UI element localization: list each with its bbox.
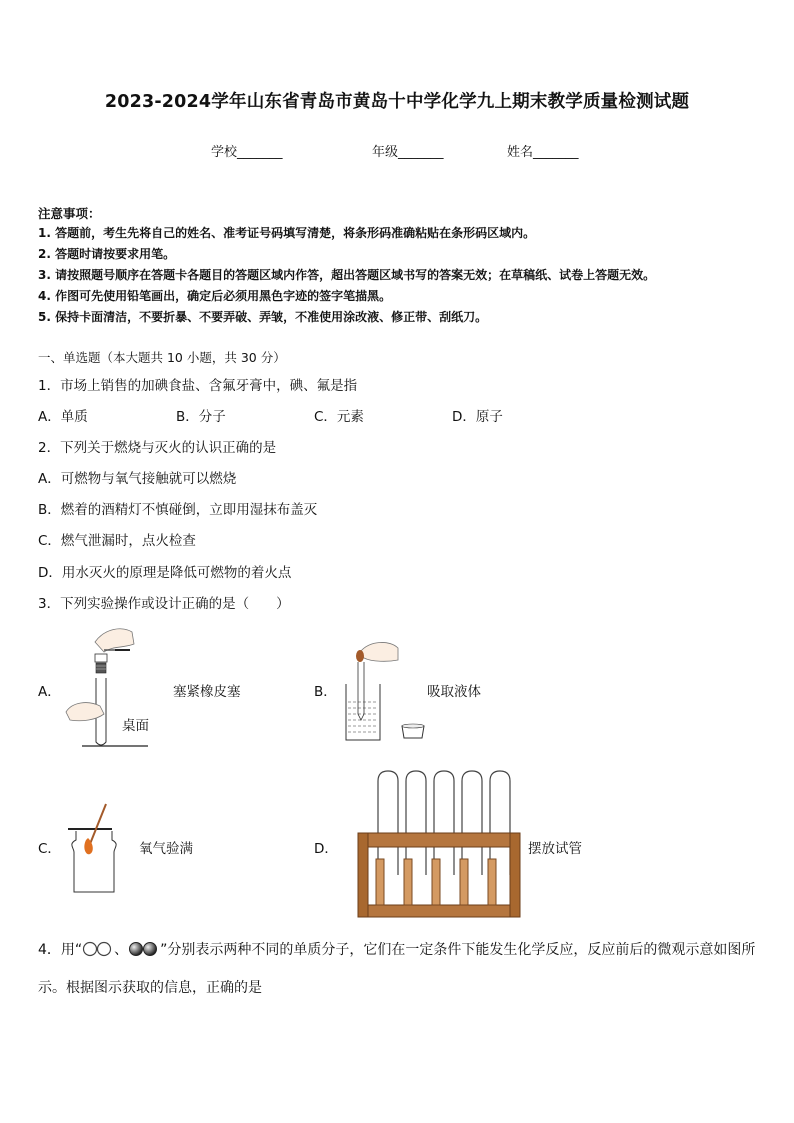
q3-option-a[interactable]: A． xyxy=(38,684,61,700)
q4-text-b: ”分别表示两种不同的单质分子，它们在一定条件下能发生化学反应，反应前后的微观示意如图所 xyxy=(160,942,756,958)
question-1-stem: 1．市场上销售的加碘食盐、含氟牙膏中，碘、氟是指 xyxy=(38,378,358,394)
note-item: 2. 答题时请按要求用笔。 xyxy=(38,247,176,261)
note-item: 4. 作图可先使用铅笔画出，确定后必须用黑色字迹的签字笔描黑。 xyxy=(38,289,392,303)
q3-option-b-caption: 吸取液体 xyxy=(427,684,481,700)
notes-heading: 注意事项： xyxy=(38,206,101,221)
q1-option-c[interactable]: C．元素 xyxy=(314,409,364,425)
q2-option-c[interactable]: C．燃气泄漏时，点火检查 xyxy=(38,533,196,549)
q4-text-a: 4．用“ xyxy=(38,942,83,958)
grade-field[interactable]: 年级_______ xyxy=(372,145,444,160)
page-title: 2023-2024学年山东省青岛市黄岛十中学化学九上期末教学质量检测试题 xyxy=(104,92,690,112)
question-4-stem-line2: 示。根据图示获取的信息，正确的是 xyxy=(38,980,262,996)
q3-option-d-caption: 摆放试管 xyxy=(528,841,582,857)
molecule-white-icon xyxy=(82,941,114,957)
note-item: 5. 保持卡面清洁，不要折暴、不要弄破、弄皱，不准使用涂改液、修正带、刮纸刀。 xyxy=(38,310,488,324)
name-field[interactable]: 姓名_______ xyxy=(507,145,579,160)
question-4-stem-line1 xyxy=(38,939,755,959)
q1-option-a[interactable]: A．单质 xyxy=(38,409,88,425)
q2-option-d[interactable]: D．用水灭火的原理是降低可燃物的着火点 xyxy=(38,565,292,581)
q3-option-a-caption: 塞紧橡皮塞 xyxy=(173,684,241,700)
q3-option-c[interactable]: C． xyxy=(38,841,61,857)
q1-option-b[interactable]: B．分子 xyxy=(176,409,226,425)
q3-option-c-caption: 氧气验满 xyxy=(139,841,193,857)
gas-bottle-figure xyxy=(64,800,124,895)
school-field[interactable]: 学校_______ xyxy=(211,145,283,160)
q2-option-b[interactable]: B．燃着的酒精灯不慎碰倒，立即用湿抹布盖灭 xyxy=(38,502,318,518)
molecule-dark-icon xyxy=(128,941,160,957)
q3-option-d[interactable]: D． xyxy=(314,841,338,857)
q3-option-b[interactable]: B． xyxy=(314,684,337,700)
note-item: 1. 答题前，考生先将自己的姓名、准考证号码填写清楚，将条形码准确粘贴在条形码区域内。 xyxy=(38,226,536,240)
test-tube-rack-figure xyxy=(350,765,525,920)
dropper-beaker-figure xyxy=(340,640,430,745)
section-heading: 一、单选题（本大题共 10 小题，共 30 分） xyxy=(38,350,286,365)
q4-sep: 、 xyxy=(114,942,129,958)
table-label: 桌面 xyxy=(122,718,149,734)
question-2-stem: 2．下列关于燃烧与灭火的认识正确的是 xyxy=(38,440,277,456)
note-item: 3. 请按照题号顺序在答题卡各题目的答题区域内作答，超出答题区域书写的答案无效；在草稿纸、试卷上答题无效。 xyxy=(38,268,656,282)
q2-option-a[interactable]: A．可燃物与氧气接触就可以燃烧 xyxy=(38,471,237,487)
q1-option-d[interactable]: D．原子 xyxy=(452,409,503,425)
question-3-stem: 3．下列实验操作或设计正确的是（ ） xyxy=(38,596,290,612)
